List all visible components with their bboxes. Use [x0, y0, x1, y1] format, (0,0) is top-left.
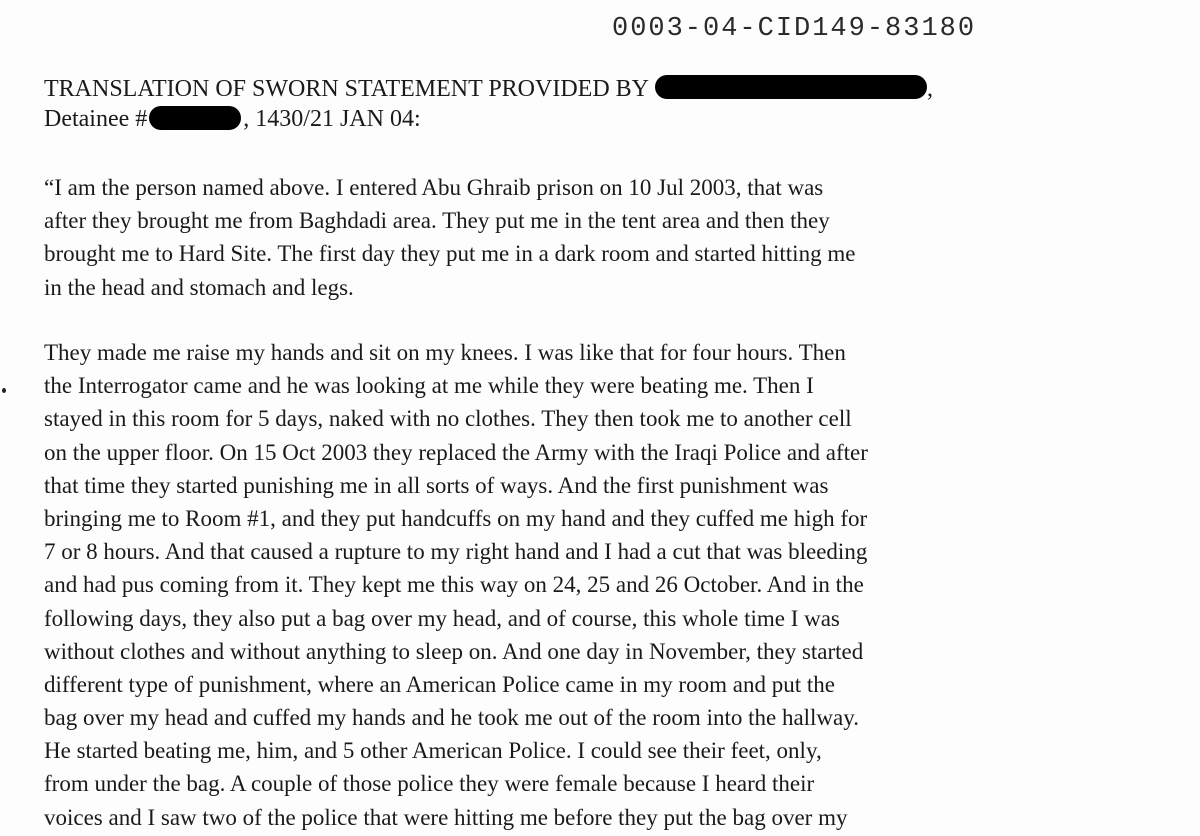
paragraph-line: without clothes and without anything to sleep on. And one day in November, they started [44, 638, 864, 664]
paragraph-line: from under the bag. A couple of those police they were female because I heard their [44, 771, 815, 797]
paragraph-line: brought me to Hard Site. The first day they put me in a dark room and started hitting me [44, 241, 856, 267]
redacted-detainee-number-block [149, 106, 241, 130]
heading-title: TRANSLATION OF SWORN STATEMENT PROVIDED BY [44, 76, 649, 102]
paragraph-line: the Interrogator came and he was looking at me while they were beating me. Then I [44, 373, 814, 399]
paragraph-line: bringing me to Room #1, and they put handcuffs on my hand and they cuffed me high for [44, 505, 868, 531]
paragraph-line: “I am the person named above. I entered Abu Ghraib prison on 10 Jul 2003, that was [44, 175, 824, 200]
paragraph-line: bag over my head and cuffed my hands and he took me out of the room into the hallway. [44, 705, 860, 731]
document-number: 0003-04-CID149-83180 [612, 14, 977, 44]
heading-line-1 [44, 74, 933, 104]
heading-comma: , [927, 76, 933, 102]
paragraph-line: They made me raise my hands and sit on my knees. I was like that for four hours. Then [44, 340, 846, 365]
paragraph-line: He started beating me, him, and 5 other American Police. I could see their feet, only, [44, 738, 822, 764]
paragraph-line: and had pus coming from it. They kept me this way on 24, 25 and 26 October. And in the [44, 572, 864, 598]
statement-heading [44, 74, 933, 134]
paragraph-line: on the upper floor. On 15 Oct 2003 they replaced the Army with the Iraqi Police and after [44, 439, 868, 465]
margin-mark [2, 388, 6, 393]
statement-datetime: , 1430/21 JAN 04: [243, 106, 421, 132]
paragraph-line: 7 or 8 hours. And that caused a rupture to my right hand and I had a cut that was bleeding [44, 539, 868, 565]
heading-line-2 [44, 104, 933, 134]
paragraph-line: after they brought me from Baghdadi area. They put me in the tent area and then they [44, 208, 830, 234]
paragraph-line: stayed in this room for 5 days, naked with no clothes. They then took me to another cell [44, 406, 852, 432]
paragraph-line: different type of punishment, where an American Police came in my room and put the [44, 671, 835, 697]
paragraph-line: that time they started punishing me in all sorts of ways. And the first punishment was [44, 472, 829, 498]
redacted-name-block [655, 75, 927, 99]
paragraph-line: following days, they also put a bag over my head, and of course, this whole time I was [44, 605, 840, 631]
paragraph-line: in the head and stomach and legs. [44, 274, 354, 300]
detainee-label: Detainee # [44, 106, 148, 132]
statement-paragraph-2 [44, 336, 868, 834]
paragraph-line: voices and I saw two of the police that were hitting me before they put the bag over my [44, 804, 848, 830]
statement-paragraph-1 [44, 171, 855, 304]
